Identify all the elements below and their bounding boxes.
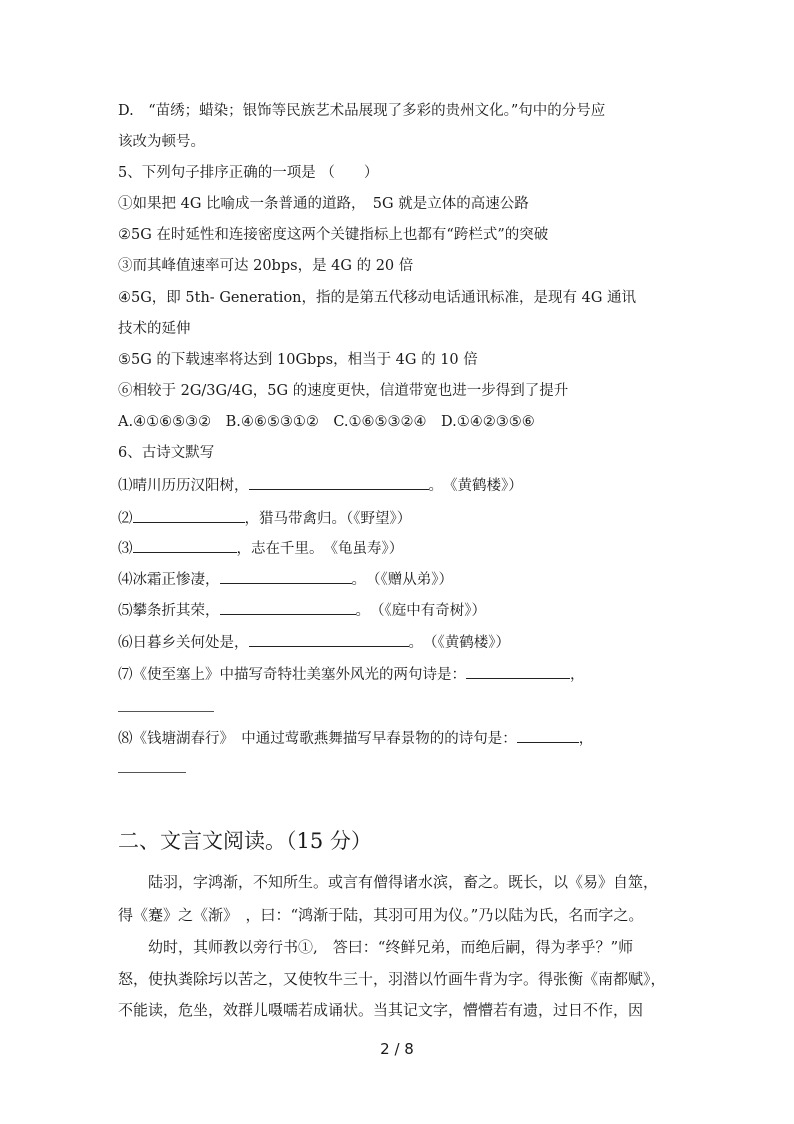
poem-item-7: [118, 664, 585, 685]
poem-item-2-suffix: ，猎马带禽归。（《野望》）: [244, 511, 412, 527]
poem-item-1: [118, 475, 523, 496]
answer-blank-continued[interactable]: [118, 771, 186, 773]
poem-item-3-suffix: ，志在千里。 《龟虽寿》）: [236, 541, 404, 557]
poem-item-5-suffix: 。 （《庭中有奇树》）: [355, 603, 486, 619]
poem-item-7-prefix: ⑺《使至塞上》中描写奇特壮美塞外风光的两句诗是：: [118, 667, 466, 683]
poem-item-5-prefix: ⑸攀条折其荣，: [118, 603, 220, 619]
poem-item-1-suffix: 。 《黄鹤楼》）: [428, 478, 523, 494]
passage-line: 不能读，危坐，效群儿嗫嚅若成诵状。当其记文字，懵懵若有遗，过日不作，因: [118, 1001, 644, 1019]
question-5-options: A.④①⑥⑤③② B.④⑥⑤③①② C.①⑥⑤③②④ D.①④②③⑤⑥: [118, 414, 535, 430]
answer-blank[interactable]: [220, 569, 352, 584]
poem-item-8-prefix: ⑻《钱塘湖春行》 中通过莺歌燕舞描写早春景物的的诗句是：: [118, 731, 517, 747]
answer-blank[interactable]: [466, 664, 570, 679]
answer-blank[interactable]: [517, 728, 579, 743]
sentence-4-cont: 技术的延伸: [118, 321, 191, 337]
poem-item-1-prefix: ⑴晴川历历汉阳树，: [118, 478, 249, 494]
poem-item-4-prefix: ⑷冰霜正惨凄，: [118, 572, 220, 588]
poem-item-8: [118, 728, 593, 749]
sentence-6: ⑥相较于 2G/3G/4G，5G 的速度更快，信道带宽也进一步得到了提升: [118, 383, 569, 399]
poem-item-4-suffix: 。 （《赠从弟》）: [351, 572, 453, 588]
option-d-line: D. “苗绣；蜡染；银饰等民族艺术品展现了多彩的贵州文化。”句中的分号应: [118, 103, 606, 119]
sentence-5: ⑤5G 的下载速率将达到 10Gbps，相当于 4G 的 10 倍: [118, 352, 478, 368]
sentence-2: ②5G 在时延性和连接密度这两个关键指标上也都有“跨栏式”的突破: [118, 227, 549, 243]
answer-blank-continued[interactable]: [118, 710, 214, 712]
option-d-line-cont: 该改为顿号。: [118, 134, 205, 150]
question-5-stem: 5、下列句子排序正确的一项是 （ ）: [118, 165, 379, 181]
sentence-1: ①如果把 4G 比喻成一条普通的道路， 5G 就是立体的高速公路: [118, 196, 529, 212]
poem-item-4: [118, 569, 453, 590]
poem-item-2-prefix: ⑵: [118, 511, 133, 527]
poem-item-6-prefix: ⑹日暮乡关何处是，: [118, 635, 249, 651]
answer-blank[interactable]: [249, 475, 429, 490]
poem-item-3-prefix: ⑶: [118, 541, 133, 557]
sentence-3: ③而其峰值速率可达 20bps，是 4G 的 20 倍: [118, 258, 414, 274]
poem-item-2: [118, 508, 411, 529]
answer-blank[interactable]: [133, 508, 245, 523]
poem-item-6-suffix: 。 （《黄鹤楼》）: [408, 635, 510, 651]
answer-blank[interactable]: [220, 600, 356, 615]
passage-line: 幼时，其师教以旁行书①, 答曰：“终鲜兄弟，而绝后嗣，得为孝乎？”师: [118, 938, 634, 956]
sentence-4: ④5G，即 5th- Generation，指的是第五代移动电话通讯标准，是现有 4G 通讯: [118, 290, 637, 306]
passage-line: 得《蹇》之《渐》 ，曰：“鸿渐于陆，其羽可用为仪。”乃以陆为氏，名而字之。: [118, 906, 644, 924]
poem-item-5: [118, 600, 486, 621]
section-title: 二、文言文阅读。（15 分）: [118, 829, 372, 853]
poem-item-8-suffix: ，: [578, 731, 594, 747]
passage-line: 陆羽，字鸿渐，不知所生。或言有僧得诸水滨，畜之。既长，以《易》自筮，: [118, 873, 659, 891]
answer-blank[interactable]: [249, 632, 409, 647]
page-number: 2 / 8: [380, 1040, 414, 1058]
answer-blank[interactable]: [133, 538, 237, 553]
question-6-stem: 6、古诗文默写: [118, 445, 215, 461]
poem-item-7-suffix: ，: [570, 667, 585, 683]
poem-item-3: [118, 538, 403, 559]
poem-item-6: [118, 632, 510, 653]
passage-line: 怒，使执粪除圬以苦之，又使牧牛三十，羽潜以竹画牛背为字。得张衡《南都赋》，: [118, 970, 666, 988]
